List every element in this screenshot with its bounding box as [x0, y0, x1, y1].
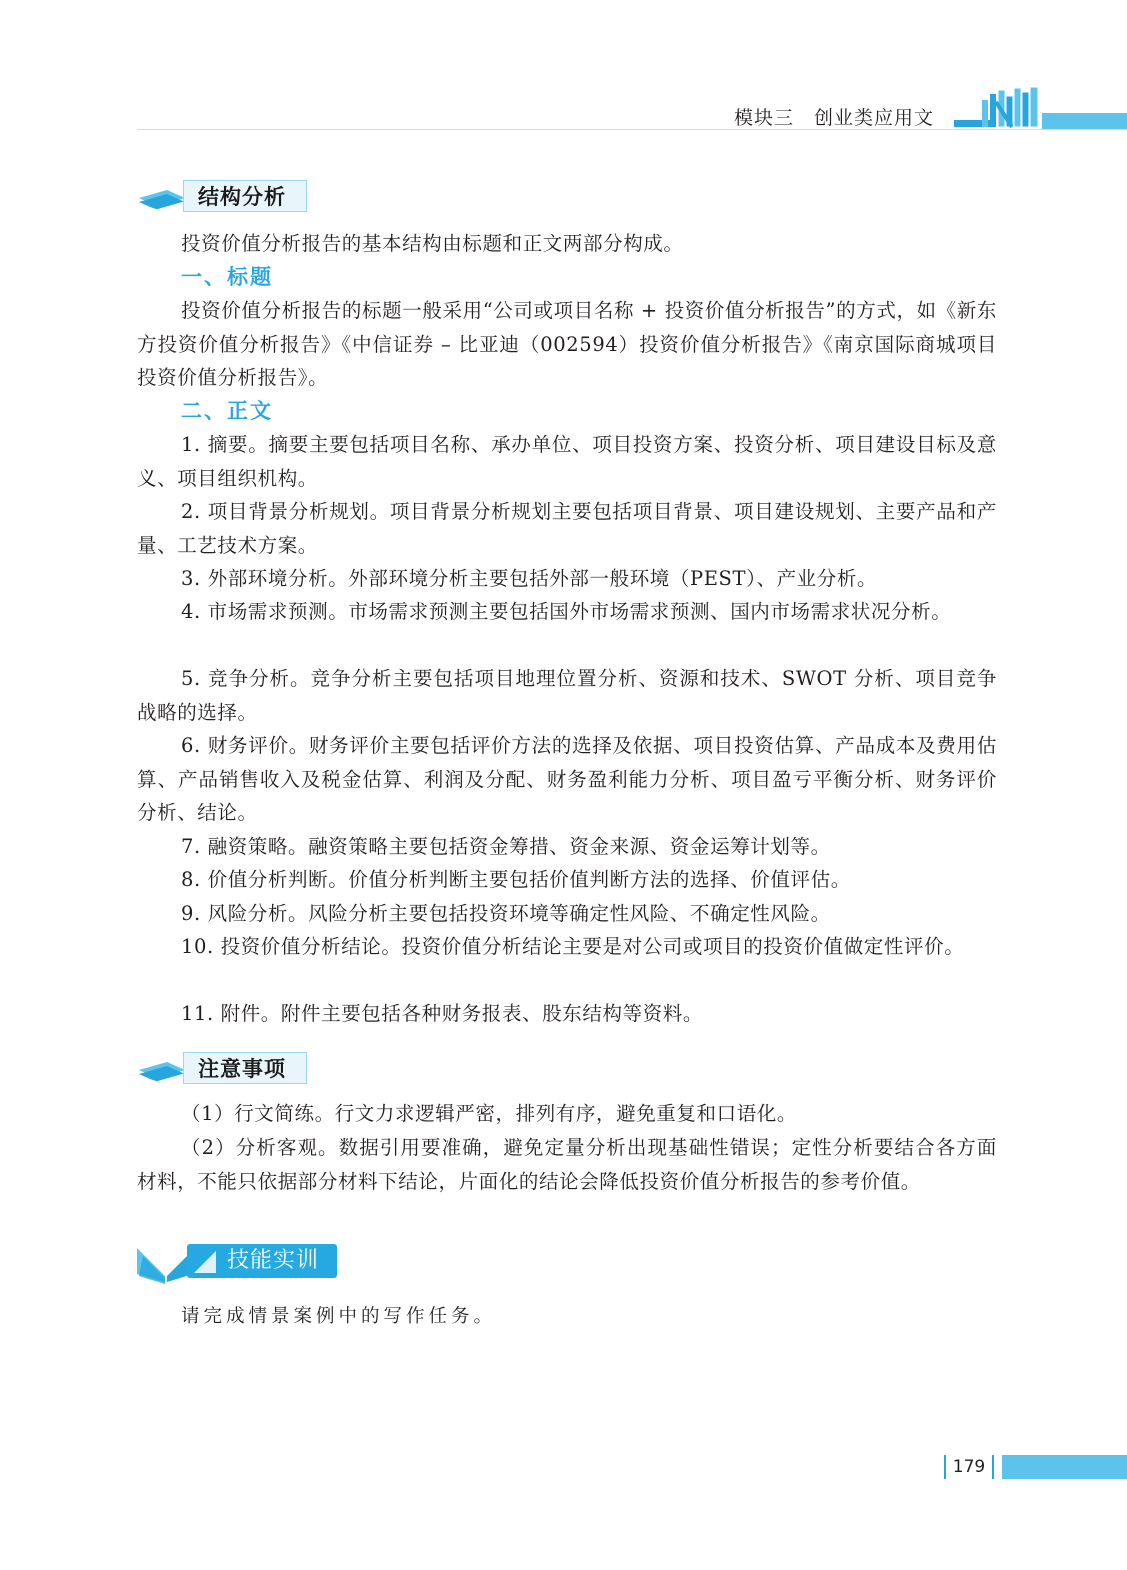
page-number: 179 — [944, 1455, 994, 1479]
books-stack-icon — [137, 184, 189, 212]
footer-bar — [1002, 1455, 1127, 1479]
list-item: 10. 投资价值分析结论。投资价值分析结论主要是对公司或项目的投资价值做定性评价。 — [181, 935, 965, 958]
list-item: 7. 融资策略。融资策略主要包括资金筹措、资金来源、资金运筹计划等。 — [181, 835, 831, 858]
list-item: 8. 价值分析判断。价值分析判断主要包括价值判断方法的选择、价值评估。 — [181, 868, 851, 891]
section-heading-structure — [137, 180, 307, 214]
list-item: 5. 竞争分析。竞争分析主要包括项目地理位置分析、资源和技术、SWOT 分析、项目竞争战略的选择。 — [137, 667, 997, 724]
list-item: 4. 市场需求预测。市场需求预测主要包括国外市场需求预测、国内市场需求状况分析。 — [181, 600, 952, 623]
books-stack-icon — [137, 1056, 189, 1084]
list-item: 6. 财务评价。财务评价主要包括评价方法的选择及依据、项目投资估算、产品成本及费用估算、产品销售收入及税金估算、利润及分配、财务盈利能力分析、项目盈亏平衡分析、财务评价分析、结论。 — [137, 734, 997, 824]
task-text: 请完成情景案例中的写作任务。 — [181, 1306, 497, 1327]
section-title: 结构分析 — [183, 180, 307, 212]
header-bar — [1042, 113, 1127, 129]
note-item: （1）行文简练。行文力求逻辑严密，排列有序，避免重复和口语化。 — [181, 1102, 798, 1125]
arrow-icon — [192, 1249, 218, 1275]
list-item: 1. 摘要。摘要主要包括项目名称、承办单位、项目投资方案、投资分析、项目建设目标及意义、项目组织机构。 — [137, 433, 997, 490]
subheading-title: 一、标题 — [181, 265, 273, 289]
note-item: （2）分析客观。数据引用要准确，避免定量分析出现基础性错误；定性分析要结合各方面材料，不能只依据部分材料下结论，片面化的结论会降低投资价值分析报告的参考价值。 — [137, 1136, 997, 1193]
subheading-body: 二、正文 — [181, 399, 273, 423]
intro-paragraph: 投资价值分析报告的基本结构由标题和正文两部分构成。 — [181, 232, 684, 255]
module-title: 模块三 创业类应用文 — [734, 107, 935, 129]
section-title: 注意事项 — [183, 1052, 307, 1084]
list-item: 2. 项目背景分析规划。项目背景分析规划主要包括项目背景、项目建设规划、主要产品和产量、工艺技术方案。 — [137, 500, 997, 557]
list-item: 9. 风险分析。风险分析主要包括投资环境等确定性风险、不确定性风险。 — [181, 902, 831, 925]
list-item: 3. 外部环境分析。外部环境分析主要包括外部一般环境（PEST）、产业分析。 — [181, 567, 878, 590]
books-icon — [952, 86, 1042, 130]
title-paragraph: 投资价值分析报告的标题一般采用“公司或项目名称 + 投资价值分析报告”的方式，如《新东方投资价值分析报告》《中信证券 – 比亚迪（002594）投资价值分析报告》《南京国际商城项目投资价值分析报告》。 — [137, 299, 997, 389]
list-item: 11. 附件。附件主要包括各种财务报表、股东结构等资料。 — [181, 1002, 704, 1025]
section-title-skill: 技能实训 — [187, 1244, 337, 1278]
section-heading-notes — [137, 1052, 307, 1086]
